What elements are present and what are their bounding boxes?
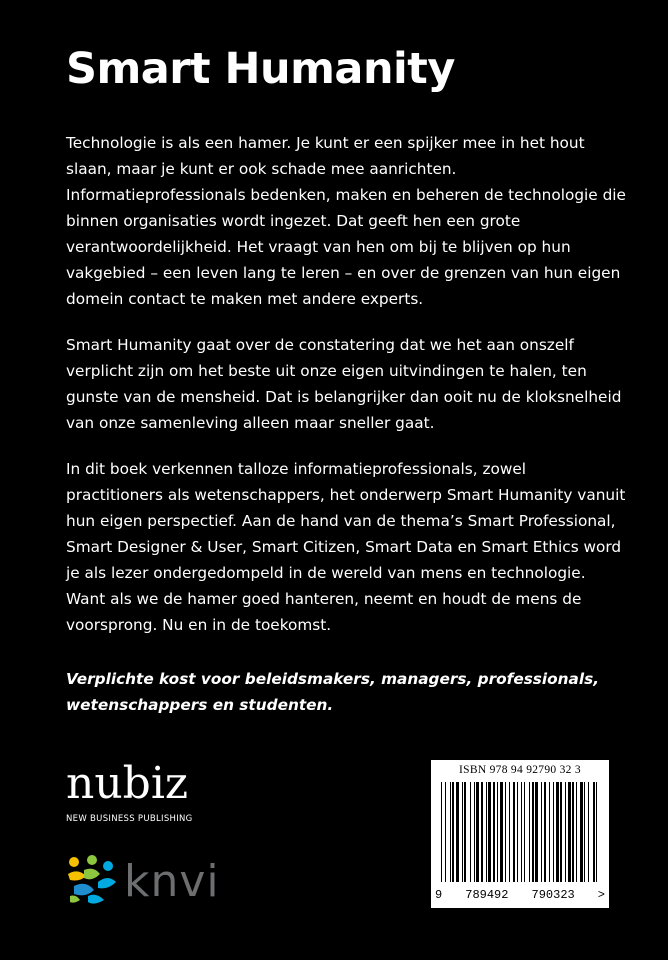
- nubiz-subtitle: NEW BUSINESS PUBLISHING: [66, 814, 193, 824]
- ean-digits: [435, 888, 605, 902]
- knvi-logo: [64, 852, 220, 912]
- knvi-wordmark: knvi: [124, 856, 220, 907]
- nubiz-logo: [66, 760, 193, 824]
- back-cover-text: [66, 130, 626, 738]
- paragraph-2: Smart Humanity gaat over de constatering dat we het aan onszelf verplicht zijn om het beste uit onze eigen uitvindingen te halen, ten gunste van de mensheid. Dat is belangrijker dan ooit nu de kloksnelheid van onze samenleving alleen maar sneller gaat.: [66, 336, 622, 432]
- paragraph-3: In dit boek verkennen talloze informatieprofessionals, zowel practitioners als wetenschappers, het onderwerp Smart Humanity vanuit hun eigen perspectief. Aan de hand van de thema’s Smart Professional, Smart Designer & User, Smart Citizen, Smart Data en Smart Ethics word je als lezer ondergedompeld in de wereld van mens en technologie. Want als we de hamer goed hanteren, neemt en houdt de mens de voorsprong. Nu en in de toekomst.: [66, 460, 626, 634]
- book-title: Smart Humanity: [66, 44, 455, 94]
- nubiz-wordmark: nubiz: [66, 758, 189, 809]
- tagline: Verplichte kost voor beleidsmakers, managers, professionals, wetenschappers en studenten.: [66, 670, 600, 714]
- ean-first-digit: 9: [435, 888, 443, 902]
- knvi-people-icon: [64, 852, 120, 912]
- barcode-bars: [441, 782, 599, 882]
- ean-arrow: >: [597, 888, 605, 902]
- paragraph-1: Technologie is als een hamer. Je kunt er een spijker mee in het hout slaan, maar je kunt er ook schade mee aanrichten. Informatieprofessionals bedenken, maken en beheren de technologie die binnen organisaties wordt ingezet. Dat geeft hen een grote verantwoordelijkheid. Het vraagt van hen om bij te blijven op hun vakgebied – een leven lang te leren – en over de grenzen van hun eigen domein contact te maken met andere experts.: [66, 134, 626, 308]
- isbn-barcode: [431, 760, 609, 908]
- isbn-number: ISBN 978 94 92790 32 3: [459, 764, 581, 776]
- ean-left-group: 789492: [465, 888, 509, 902]
- ean-right-group: 790323: [531, 888, 575, 902]
